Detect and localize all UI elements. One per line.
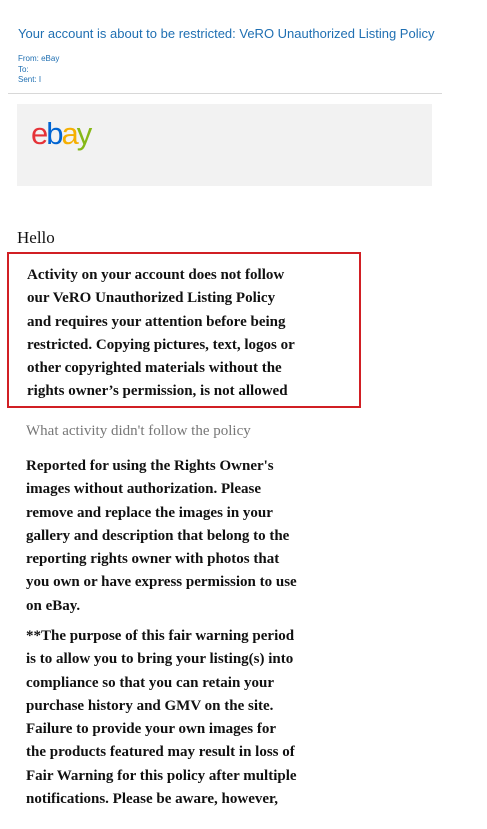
email-from: From: eBay — [18, 54, 60, 63]
email-to: To: — [18, 65, 29, 74]
paragraph-line: remove and replace the images in your — [26, 504, 273, 521]
paragraph-line: on eBay. — [26, 597, 81, 614]
alert-line: restricted. Copying pictures, text, logos or — [27, 336, 295, 353]
ebay-banner — [17, 104, 432, 186]
alert-line: Activity on your account does not follow — [27, 267, 285, 283]
policy-alert-box — [7, 252, 361, 408]
paragraph-line: is to allow you to bring your listing(s) into — [26, 651, 294, 668]
alert-line: rights owner’s permission, is not allowed — [27, 383, 288, 400]
alert-line: our VeRO Unauthorized Listing Policy — [27, 290, 276, 307]
fair-warning-paragraph — [26, 625, 326, 811]
paragraph-line: compliance so that you can retain your — [26, 674, 275, 691]
paragraph-line: you own or have express permission to use — [26, 574, 297, 591]
paragraph-line: gallery and description that belong to the — [26, 527, 290, 544]
logo-letter-b: b — [46, 116, 62, 151]
paragraph-line: Fair Warning for this policy after multiple — [26, 767, 297, 784]
alert-line: other copyrighted materials without the — [27, 360, 282, 377]
paragraph-line: the products featured may result in loss of — [26, 744, 295, 761]
paragraph-line: Failure to provide your own images for — [26, 721, 276, 738]
paragraph-line: reporting rights owner with photos that — [26, 551, 280, 568]
policy-alert-text — [27, 264, 327, 404]
greeting: Hello — [17, 228, 55, 247]
logo-letter-y: y — [76, 116, 91, 151]
ebay-logo-icon — [31, 118, 90, 149]
paragraph-line: Reported for using the Rights Owner's — [26, 458, 274, 474]
logo-letter-e: e — [31, 116, 47, 151]
section-heading: What activity didn't follow the policy — [26, 423, 251, 439]
alert-line: and requires your attention before being — [27, 313, 286, 330]
violation-paragraph — [26, 455, 326, 618]
email-sent: Sent: I — [18, 75, 42, 84]
email-subject: Your account is about to be restricted: VeRO Unauthorized Listing Policy — [18, 26, 435, 41]
header-divider — [8, 93, 442, 94]
paragraph-line: **The purpose of this fair warning period — [26, 628, 295, 644]
logo-letter-a: a — [61, 116, 77, 151]
paragraph-line: purchase history and GMV on the site. — [26, 697, 274, 714]
paragraph-line: notifications. Please be aware, however, — [26, 791, 279, 808]
paragraph-line: images without authorization. Please — [26, 481, 261, 498]
